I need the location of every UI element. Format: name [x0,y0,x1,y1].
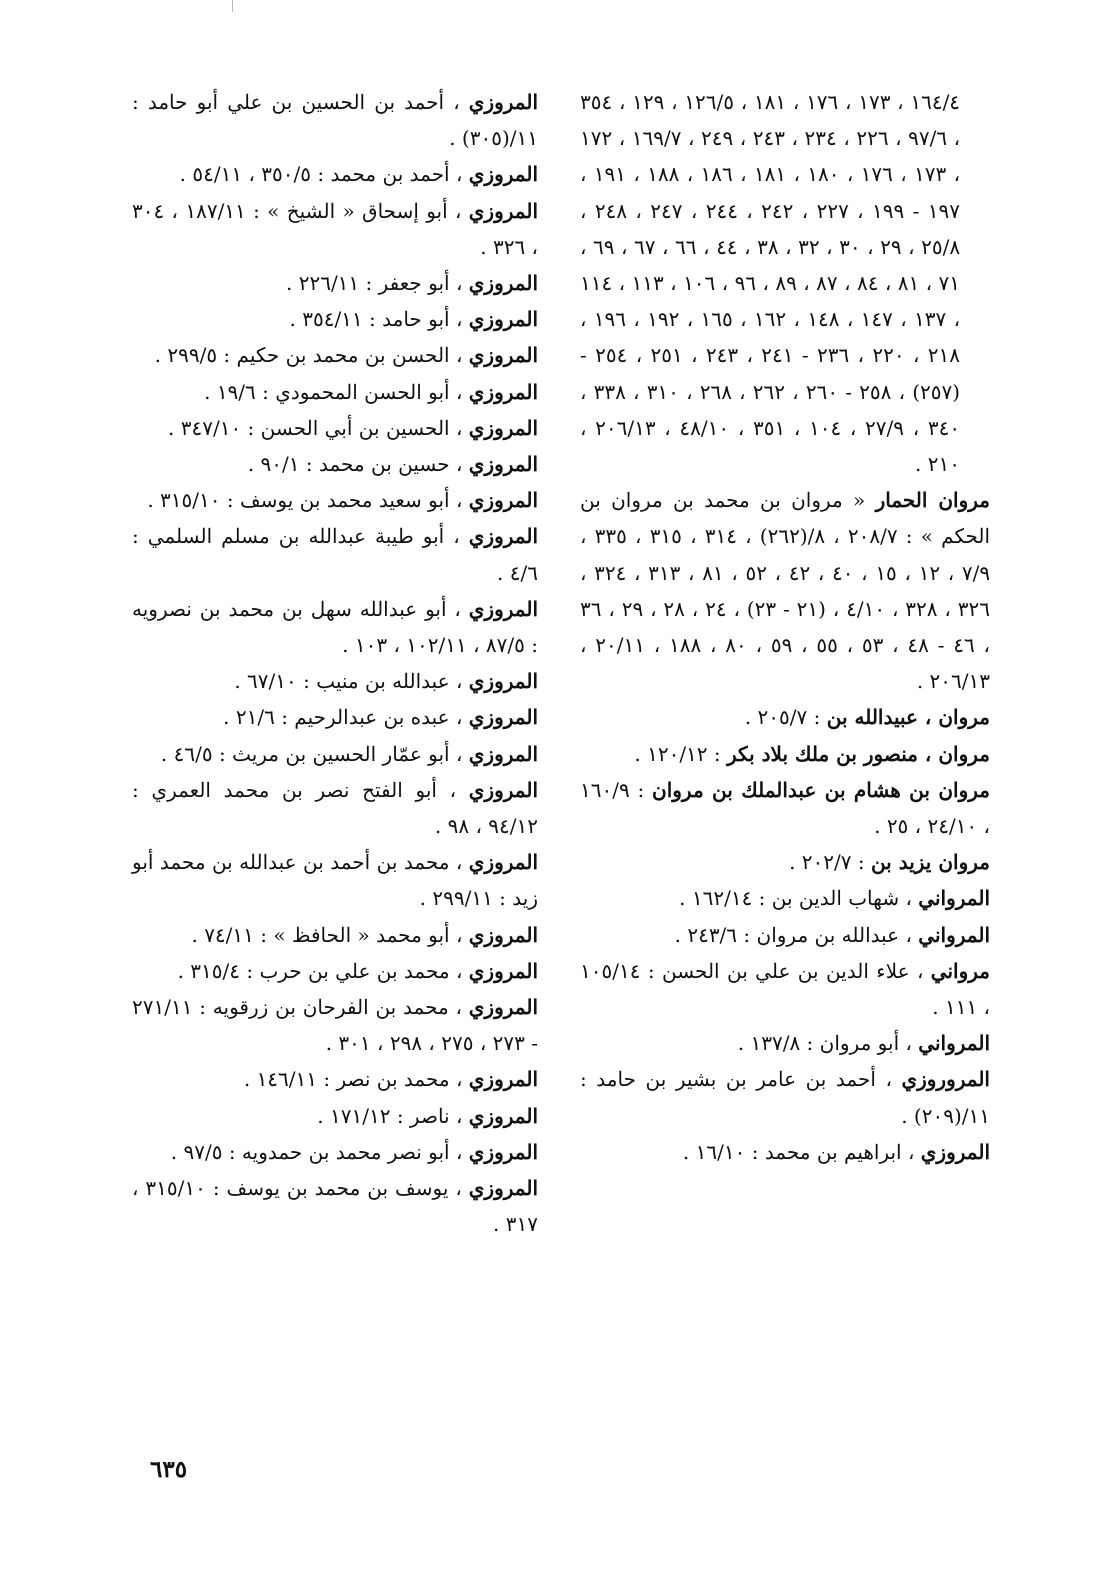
index-entry [132,193,538,265]
entry-heading: المروزي [468,343,538,368]
entry-references: ، أبو الفتح نصر بن محمد العمري : ٩٤/١٢ ، ٩٨ . [132,777,538,839]
index-entry [132,374,538,410]
index-entry [580,772,990,844]
left-column [132,84,538,1243]
entry-heading: المروزي [920,1139,990,1164]
entry-heading: المروزي [468,379,538,404]
index-entry [580,1134,990,1170]
entry-references: ، أحمد بن الحسين بن علي أبو حامد : ١١/(٣٠٥) . [132,90,538,151]
entry-heading: المروزي [468,488,538,513]
index-entry [132,591,538,663]
index-entry [132,84,538,156]
entry-heading: المروزي [468,958,538,983]
entry-heading: المروزي [468,741,538,766]
continuation-line: ٢٤٢ ، ٢٤٤ ، ٢٤٧ ، ٢٤٨ ، ٢٥/٨ ، [580,198,961,259]
entry-heading: المروزي [468,198,538,223]
entry-heading: المروزي [468,922,538,947]
index-entry [580,482,990,699]
continuation-line: ٢٣٤ ، ٢٤٣ ، ٢٤٩ ، ١٦٩/٧ ، ١٧٢ ، [580,126,961,187]
index-entry [132,1134,538,1170]
continuation-line: ٢١٨ ، ٢٢٠ ، ٢٣٦ - ٢٤١ ، ٢٤٣ ، [691,343,961,368]
entry-heading: المروزي [468,995,538,1020]
index-entry [132,953,538,989]
entry-heading: مرواني [930,958,990,983]
entry-references: : ٢٠٢/٧ . [789,850,871,875]
index-entry [132,772,538,844]
continuation-line: ١٦٤/٤ ، ١٧٣ ، ١٧٦ ، ١٨١ ، [740,90,961,114]
entry-references: ، عبدالله بن منيب : ٦٧/١٠ . [234,669,469,694]
index-entry [132,844,538,916]
entry-references: ، محمد بن الفرحان بن زرقويه : ٢٧١/١١ - ٢٧٣ ، ٢٧٥ ، ٢٩٨ ، ٣٠١ . [132,995,538,1056]
scan-mark [232,0,233,12]
entry-references: ، أحمد بن محمد : ٣٥٠/٥ ، ٥٤/١١ . [179,162,469,187]
index-entry [580,917,990,953]
index-entry [132,1098,538,1134]
continuation-line: ٢٩ ، ٣٠ ، ٣٢ ، ٣٨ ، ٤٤ ، ٦٦ ، ٦٧ ، [621,234,902,259]
entry-heading: المروزي [468,415,538,440]
index-entry [132,917,538,953]
index-entry [580,1025,990,1061]
index-entry [132,410,538,446]
entry-references: « مروان بن محمد بن مروان بن الحكم » : ٢٠٨/٧ ، ٨/(٢٦٢) ، ٣١٤ ، ٣١٥ ، ٣٣٥ ، ٧/٩ ، ١٢ ، ١٥ ، ٤٠ ، ٤٢ ، ٥٢ ، ٨١ ، ٣١٣ ، ٣٢٤ ، ٣٢٦ ، ٣٢٨ ، ٤/١٠ ، (٢١ - ٢٣) ، ٢٤ ، ٢٨ ، ٢٩ ، ٣٦ ، ٤٦ - ٤٨ ، ٥٣ ، ٥٥ ، ٥٩ ، ٨٠ ، ١٨٨ ، ٢٠/١١ ، ٢٠٦/١٣ . [580,488,991,694]
index-entry [580,953,990,1025]
entry-heading: المروزي [468,524,538,549]
entry-heading: المرواني [918,886,990,911]
entry-heading: المروزي [468,307,538,332]
entry-heading: مروان يزيد بن [870,850,990,875]
entry-references: ، ناصر : ١٧١/١٢ . [317,1103,469,1128]
index-entry [580,736,990,772]
continuation-line: ١٢٦/٥ ، ١٢٩ ، ٣٥٤ ، ٩٧/٦ ، ٢٢٦ ، [580,90,961,151]
index-entry [580,844,990,880]
entry-references: ، علاء الدين بن علي بن الحسن : ١٠٥/١٤ ، ١١١ . [580,958,990,1020]
entry-references: : ١٦٠/٩ ، ٢٤/١٠ ، ٢٥ . [580,777,990,839]
entry-references: ، أبو جعفر : ٢٢٦/١١ . [286,271,469,296]
continuation-line: ٦٩ ، ٧١ ، ٨١ ، ٨٤ ، ٨٧ ، ٨٩ ، ٩٦ ، [580,234,960,296]
continuation-line: ٢٧/٩ ، ١٠٤ ، ٣٥١ ، ٤٨/١٠ ، [664,415,905,440]
entry-references: : ٢٠٥/٧ . [744,705,827,730]
entry-references: ، أبو عمّار الحسين بن مريث : ٤٦/٥ . [160,741,469,766]
entry-heading: مروان بن هشام بن عبدالملك بن مروان [652,777,990,802]
index-entry [580,880,990,916]
index-entry [132,736,538,772]
index-entry [132,989,538,1061]
index-entry [132,337,538,373]
continuation-line: ٢٥١ ، ٢٥٤ - (٢٥٧) ، ٢٥٨ - ٢٦٠ ، [580,343,961,404]
entry-references: ، أبو إسحاق « الشيخ » : ١٨٧/١١ ، ٣٠٤ ، ٣٢٦ . [132,198,538,259]
entry-references: ، أبو طيبة عبدالله بن مسلم السلمي : ٤/٦ . [132,524,538,585]
entry-heading: المروزي [468,777,538,802]
entry-heading: المرواني [918,1031,990,1056]
index-entry [132,1061,538,1097]
index-entry [132,1170,538,1242]
entry-heading: المروزي [468,850,538,875]
index-entry [580,699,990,735]
continuation-line: ١٤٨ ، ١٦٢ ، ١٦٥ ، ١٩٢ ، ١٩٦ ، [580,307,840,332]
entry-heading: المروروزي [901,1067,990,1092]
continuation-line: ٢٦٢ ، ٢٦٨ ، ٣١٠ ، ٣٣٨ ، ٣٤٠ ، [580,379,961,440]
entry-heading: مروان الحمار [875,488,990,513]
entry-references: ، أحمد بن عامر بن بشير بن حامد : ١١/(٢٠٩) . [580,1067,990,1128]
entry-references: ، الحسين بن أبي الحسن : ٣٤٧/١٠ . [168,415,469,440]
entry-heading: المروزي [468,1103,538,1128]
continuation-line: ١٠٦ ، ١١٣ ، ١١٤ ، ١٣٧ ، ١٤٧ ، [580,271,961,332]
continuation-line: ١٨٨ ، ١٩١ ، ١٩٧ - ١٩٩ ، ٢٢٧ ، [580,162,960,223]
index-entry [132,663,538,699]
entry-heading: المروزي [468,1067,538,1092]
entry-references: ، الحسن بن محمد بن حكيم : ٢٩٩/٥ . [154,343,469,368]
index-entry [580,1061,990,1133]
index-entry [132,301,538,337]
entry-references: ، أبو عبدالله سهل بن محمد بن نصرويه : ٨٧/٥ ، ١٠٢/١١ ، ١٠٣ . [132,596,538,658]
continuation-line: ١٧٣ ، ١٧٦ ، ١٨٠ ، ١٨١ ، ١٨٦ ، [686,162,947,187]
entry-heading: المروزي [468,1139,538,1164]
entry-references: ، أبو سعيد محمد بن يوسف : ٣١٥/١٠ . [147,488,469,513]
entry-heading: المروزي [468,596,538,621]
entry-heading: المروزي [468,669,538,694]
entry-heading: المروزي [468,1176,538,1201]
index-entry [132,699,538,735]
entry-heading: المروزي [468,162,538,187]
entry-heading: المروزي [468,452,538,477]
entry-references: ، أبو محمد « الحافظ » : ٧٤/١١ . [191,922,469,947]
entry-references: ، عبده بن عبدالرحيم : ٢١/٦ . [223,705,469,730]
index-entry [132,156,538,192]
entry-heading: المرواني [918,922,990,947]
index-entry [132,446,538,482]
page-number: ٦٣٥ [150,1456,188,1483]
entry-references: ، أبو نصر محمد بن حمدويه : ٩٧/٥ . [170,1139,469,1164]
entry-references: ، محمد بن أحمد بن عبدالله بن محمد أبو زيد : ٢٩٩/١١ . [132,850,538,911]
index-entry [132,482,538,518]
entry-references: ، أبو مروان : ١٣٧/٨ . [737,1031,919,1056]
entry-references: ، حسين بن محمد : ٩٠/١ . [247,452,469,477]
entry-heading: المروزي [468,271,538,296]
entry-references: ، أبو حامد : ٣٥٤/١١ . [289,307,469,332]
entry-heading: مروان ، منصور بن ملك بلاد بكر [727,741,990,766]
entry-references: : ١٢٠/١٢ . [634,741,727,766]
entry-references: ، محمد بن علي بن حرب : ٣١٥/٤ . [177,958,469,983]
entry-heading: مروان ، عبيدالله بن [826,705,990,730]
continuation-line: ٢٠٦/١٣ ، ٢١٠ . [580,415,960,477]
index-entry [132,518,538,590]
right-column [580,84,990,1170]
entry-references: ، شهاب الدين بن : ١٦٢/١٤ . [679,886,919,911]
entry-references: ، أبو الحسن المحمودي : ١٩/٦ . [204,379,469,404]
continuation-block [580,84,990,482]
entry-references: ، يوسف بن محمد بن يوسف : ٣١٥/١٠ ، ٣١٧ . [132,1176,538,1237]
index-entry [132,265,538,301]
entry-references: ، عبدالله بن مروان : ٢٤٣/٦ . [674,922,919,947]
entry-heading: المروزي [468,705,538,730]
entry-heading: المروزي [468,90,538,114]
entry-references: ، ابراهيم بن محمد : ١٦/١٠ . [682,1139,921,1164]
entry-references: ، محمد بن نصر : ١٤٦/١١ . [243,1067,469,1092]
